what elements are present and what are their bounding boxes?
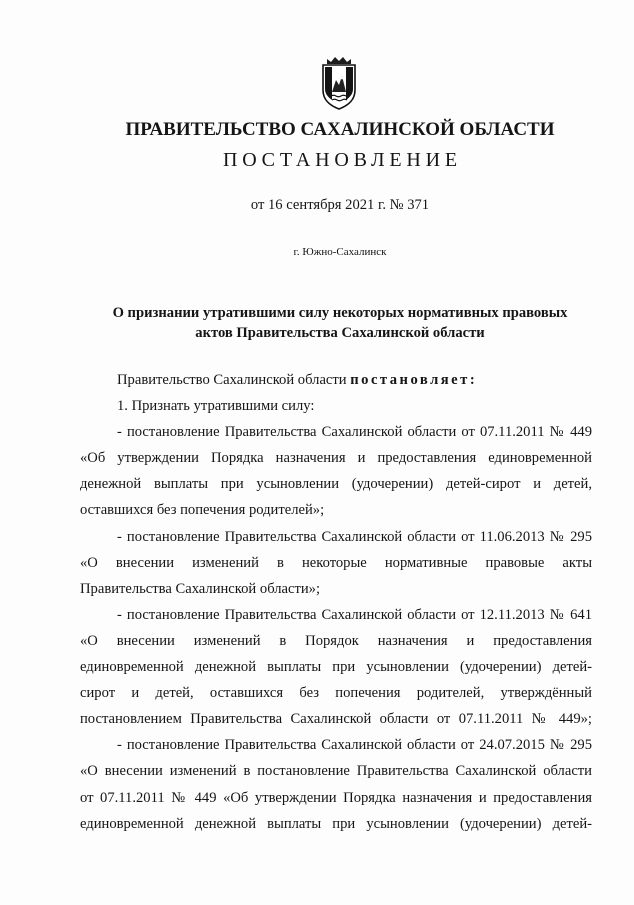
body-line: «Об утверждении Порядка назначения и предоставления единовременной xyxy=(80,450,592,467)
body-line: единовременной денежной выплаты при усыновлении (удочерении) детей- xyxy=(80,659,592,676)
body-line: единовременной денежной выплаты при усыновлении (удочерении) детей- xyxy=(80,815,592,832)
body-line: «О внесении изменений в некоторые нормативные правовые акты xyxy=(80,554,592,571)
document-title xyxy=(80,303,600,343)
body-line: - постановление Правительства Сахалинской области от 07.11.2011 № 449 xyxy=(117,424,592,441)
body-line: - постановление Правительства Сахалинской области от 24.07.2015 № 295 xyxy=(117,737,592,754)
body-line: - постановление Правительства Сахалинской области от 11.06.2013 № 295 xyxy=(117,528,592,545)
preamble xyxy=(80,367,592,393)
preamble-verb: постановляет: xyxy=(350,372,478,388)
title-line: актов Правительства Сахалинской области xyxy=(195,325,485,341)
body-line: постановлением Правительства Сахалинской области от 07.11.2011 № 449»; xyxy=(80,711,592,728)
repealed-act-item xyxy=(80,732,592,836)
body-line: Правительства Сахалинской области»; xyxy=(80,580,321,597)
document-date-number: от 16 сентября 2021 г. № 371 xyxy=(250,197,430,213)
body-line: оставшихся без попечения родителей»; xyxy=(80,502,325,519)
clause-1-heading: 1. Признать утратившими силу: xyxy=(117,398,315,415)
emblem-crown xyxy=(327,57,351,64)
body-line: сирот и детей, оставшихся без попечения родителей, утверждённый xyxy=(80,685,592,702)
document-city: г. Южно-Сахалинск xyxy=(293,246,387,258)
document-type: ПОСТАНОВЛЕНИЕ xyxy=(222,149,462,171)
body-line: от 07.11.2011 № 449 «Об утверждении Порядка назначения и предоставления xyxy=(80,789,592,806)
body-line: «О внесении изменений в Порядок назначения и предоставления xyxy=(80,632,592,649)
repealed-act-item xyxy=(80,419,592,523)
repealed-act-item xyxy=(80,602,592,732)
title-line: О признании утратившими силу некоторых нормативных правовых xyxy=(112,305,568,321)
preamble-subject: Правительство Сахалинской области xyxy=(117,372,347,388)
repealed-act-item xyxy=(80,524,592,602)
body-line: - постановление Правительства Сахалинской области от 12.11.2013 № 641 xyxy=(117,606,592,623)
body-line: денежной выплаты при усыновлении (удочерении) детей-сирот и детей, xyxy=(80,476,592,493)
sakhalin-coat-of-arms-icon xyxy=(319,56,359,110)
document-body xyxy=(80,367,592,837)
organization-name: ПРАВИТЕЛЬСТВО САХАЛИНСКОЙ ОБЛАСТИ xyxy=(125,119,555,140)
body-line: «О внесении изменений в постановление Правительства Сахалинской области xyxy=(80,763,592,780)
